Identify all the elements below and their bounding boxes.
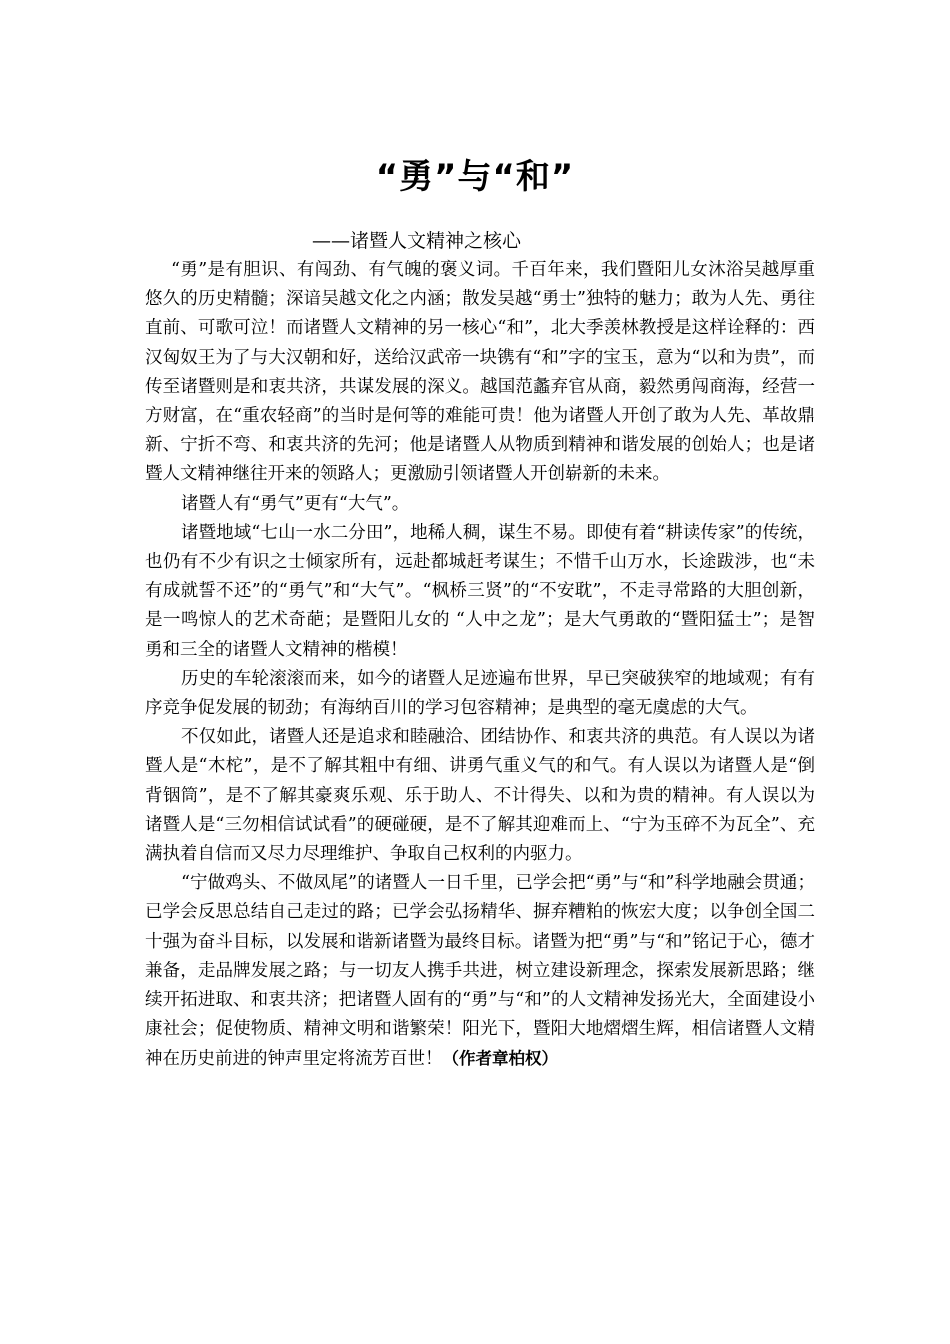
paragraph-text: “宁做鸡头、不做凤尾”的诸暨人一日千里，已学会把“勇”与“和”科学地融会贯通；已学会反思总结自己走过的路；已学会弘扬精华、摒弃糟粕的恢宏大度；以争创全国二十强为奋斗目标，以发展和谐新诸暨为最终目标。诸暨为把“勇”与“和”铭记于心，德才兼备，走品牌发展之路；与一切友人携手共进，树立建设新理念，探索发展新思路；继续开拓进取、和衷共济；把诸暨人固有的“勇”与“和”的人文精神发扬光大，全面建设小康社会；促使物质、精神文明和谐繁荣！阳光下，暨阳大地熠熠生辉，相信诸暨人文精神在历史前进的钟声里定将流芳百世！ [145,873,815,1070]
paragraph: 诸暨地域“七山一水二分田”，地稀人稠，谋生不易。即使有着“耕读传家”的传统，也仍有不少有识之士倾家所有，远赴都城赶考谋生；不惜千山万水，长途跋涉，也“未有成就誓不还”的“勇气”和“大气”。“枫桥三贤”的“不安耽”，不走寻常路的大胆创新，是一鸣惊人的艺术奇葩；是暨阳儿女的 “人中之龙”；是大气勇敢的“暨阳猛士”；是智勇和三全的诸暨人文精神的楷模！ [145,522,815,660]
document-body [145,256,815,1075]
paragraph-last [145,869,815,1074]
paragraph: “勇”是有胆识、有闯劲、有气魄的褒义词。千百年来，我们暨阳儿女沐浴吴越厚重悠久的历史精髓；深谙吴越文化之内涵；散发吴越“勇士”独特的魅力；敢为人先、勇往直前、可歌可泣！而诸暨人文精神的另一核心“和”，北大季羡林教授是这样诠释的：西汉匈奴王为了与大汉朝和好，送给汉武帝一块镌有“和”字的宝玉，意为“以和为贵”，而传至诸暨则是和衷共济，共谋发展的深义。越国范蠡弃官从商，毅然勇闯商海，经营一方财富，在“重农轻商”的当时是何等的难能可贵！他为诸暨人开创了敢为人先、革故鼎新、宁折不弯、和衷共济的先河；他是诸暨人从物质到精神和谐发展的创始人；也是诸暨人文精神继往开来的领路人；更激励引领诸暨人开创崭新的未来。 [145,260,815,485]
document-subtitle: ——诸暨人文精神之核心 [312,230,522,252]
paragraph: 诸暨人有“勇气”更有“大气”。 [181,493,410,514]
paragraph: 不仅如此，诸暨人还是追求和睦融洽、团结协作、和衷共济的典范。有人误以为诸暨人是“木柁”，是不了解其粗中有细、讲勇气重义气的和气。有人误以为诸暨人是“倒背铟筒”，是不了解其豪爽乐观、乐于助人、不计得失、以和为贵的精神。有人误以为诸暨人是“三勿相信试试看”的硬碰硬，是不了解其迎难而上、“宁为玉碎不为瓦全”、充满执着自信而又尽力尽理维护、争取自己权利的内驱力。 [145,727,815,865]
author-credit: （作者章柏权） [442,1049,558,1069]
paragraph: 历史的车轮滚滚而来，如今的诸暨人足迹遍布世界，早已突破狭窄的地域观；有有序竞争促发展的韧劲；有海纳百川的学习包容精神；是典型的毫无虞虑的大气。 [145,668,815,719]
document-title: “勇”与“和” [375,157,575,197]
